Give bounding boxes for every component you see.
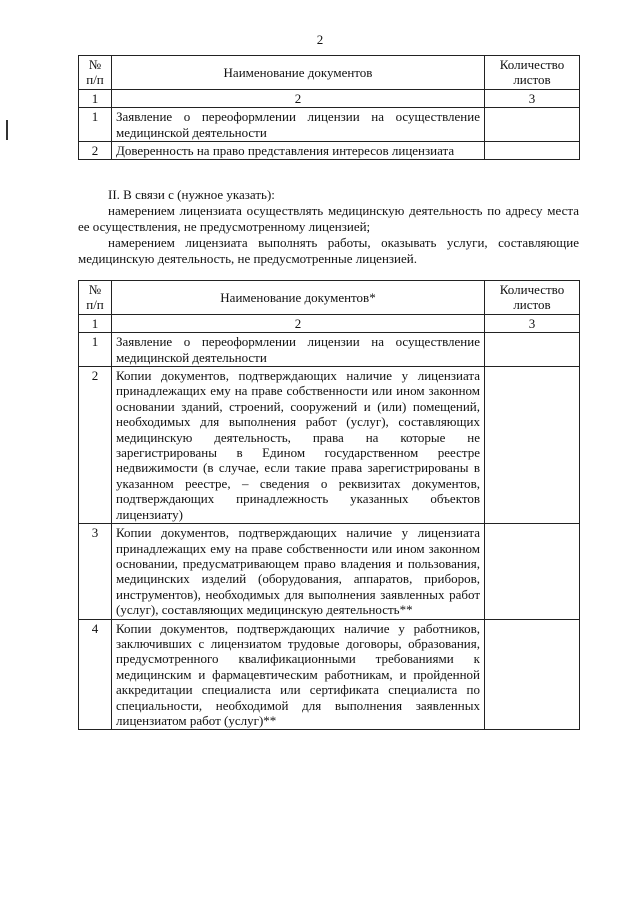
section-item: намерением лицензиата выполнять работы, оказывать услуги, составляющие медицинскую деятельность, не предусмотренные лицензией. xyxy=(78,235,579,266)
section-heading: II. В связи с (нужное указать): xyxy=(108,187,275,202)
row-text: Копии документов, подтверждающих наличие у лицензиата принадлежащих ему на праве собственности или ином законном основании, предусматривающем право владения и пользования, медицинских изделий (оборудования, аппаратов, приборов, инструментов), необходимых для выполнения заявленных работ (услуг), составляющих медицинскую деятельность** xyxy=(112,524,485,619)
page-number: 2 xyxy=(316,32,324,47)
header-name: Наименование документов* xyxy=(112,281,485,315)
row-number: 2 xyxy=(79,142,112,160)
row-text: Копии документов, подтверждающих наличие у лицензиата принадлежащих ему на праве собственности или ином законном основании зданий, строений, сооружений и (или) помещений, необходимых для выполнения работ (услуг), составляющих медицинскую деятельность, права на которые не зарегистрированы в Едином государственном реестре недвижимости (в случае, если такие права зарегистрированы в указанном реестре, – сведения о реквизитах документов, подтверждающих принадлежность указанных объектов лицензиату) xyxy=(112,367,485,524)
row-number: 3 xyxy=(79,524,112,619)
table-row xyxy=(79,524,580,619)
index-cell: 1 xyxy=(79,89,112,107)
index-cell: 3 xyxy=(485,89,580,107)
row-number: 1 xyxy=(79,333,112,367)
header-num: № п/п xyxy=(79,281,112,315)
header-count: Количество листов xyxy=(485,281,580,315)
row-count xyxy=(485,619,580,730)
table-row xyxy=(79,367,580,524)
row-text: Доверенность на право представления интересов лицензиата xyxy=(112,142,485,160)
index-cell: 2 xyxy=(112,89,485,107)
row-text: Копии документов, подтверждающих наличие у работников, заключивших с лицензиатом трудовые договоры, образования, предусмотренного квалификационными требованиями к медицинским и фармацевтическим работникам, и пройденной аккредитации специалиста или сертификата специалиста по специальности, необходимой для выполнения заявленных лицензиатом работ (услуг)** xyxy=(112,619,485,730)
table-row xyxy=(79,108,580,142)
table-header-row xyxy=(79,281,580,315)
header-num: № п/п xyxy=(79,56,112,90)
table-row xyxy=(79,142,580,160)
column-index-row xyxy=(79,314,580,332)
documents-table-2 xyxy=(78,280,580,730)
row-number: 4 xyxy=(79,619,112,730)
section-2 xyxy=(78,187,579,267)
index-cell: 2 xyxy=(112,314,485,332)
header-name: Наименование документов xyxy=(112,56,485,90)
row-number: 2 xyxy=(79,367,112,524)
row-text: Заявление о переоформлении лицензии на осуществление медицинской деятельности xyxy=(112,333,485,367)
row-count xyxy=(485,142,580,160)
table-header-row xyxy=(79,56,580,90)
table-row xyxy=(79,333,580,367)
column-index-row xyxy=(79,89,580,107)
section-item: намерением лицензиата осуществлять медицинскую деятельность по адресу места ее осуществления, не предусмотренному лицензией; xyxy=(78,203,579,234)
row-count xyxy=(485,108,580,142)
table-row xyxy=(79,619,580,730)
documents-table-1 xyxy=(78,55,580,160)
row-count xyxy=(485,333,580,367)
index-cell: 3 xyxy=(485,314,580,332)
margin-mark xyxy=(6,120,8,140)
row-count xyxy=(485,367,580,524)
row-count xyxy=(485,524,580,619)
index-cell: 1 xyxy=(79,314,112,332)
row-text: Заявление о переоформлении лицензии на осуществление медицинской деятельности xyxy=(112,108,485,142)
header-count: Количество листов xyxy=(485,56,580,90)
row-number: 1 xyxy=(79,108,112,142)
